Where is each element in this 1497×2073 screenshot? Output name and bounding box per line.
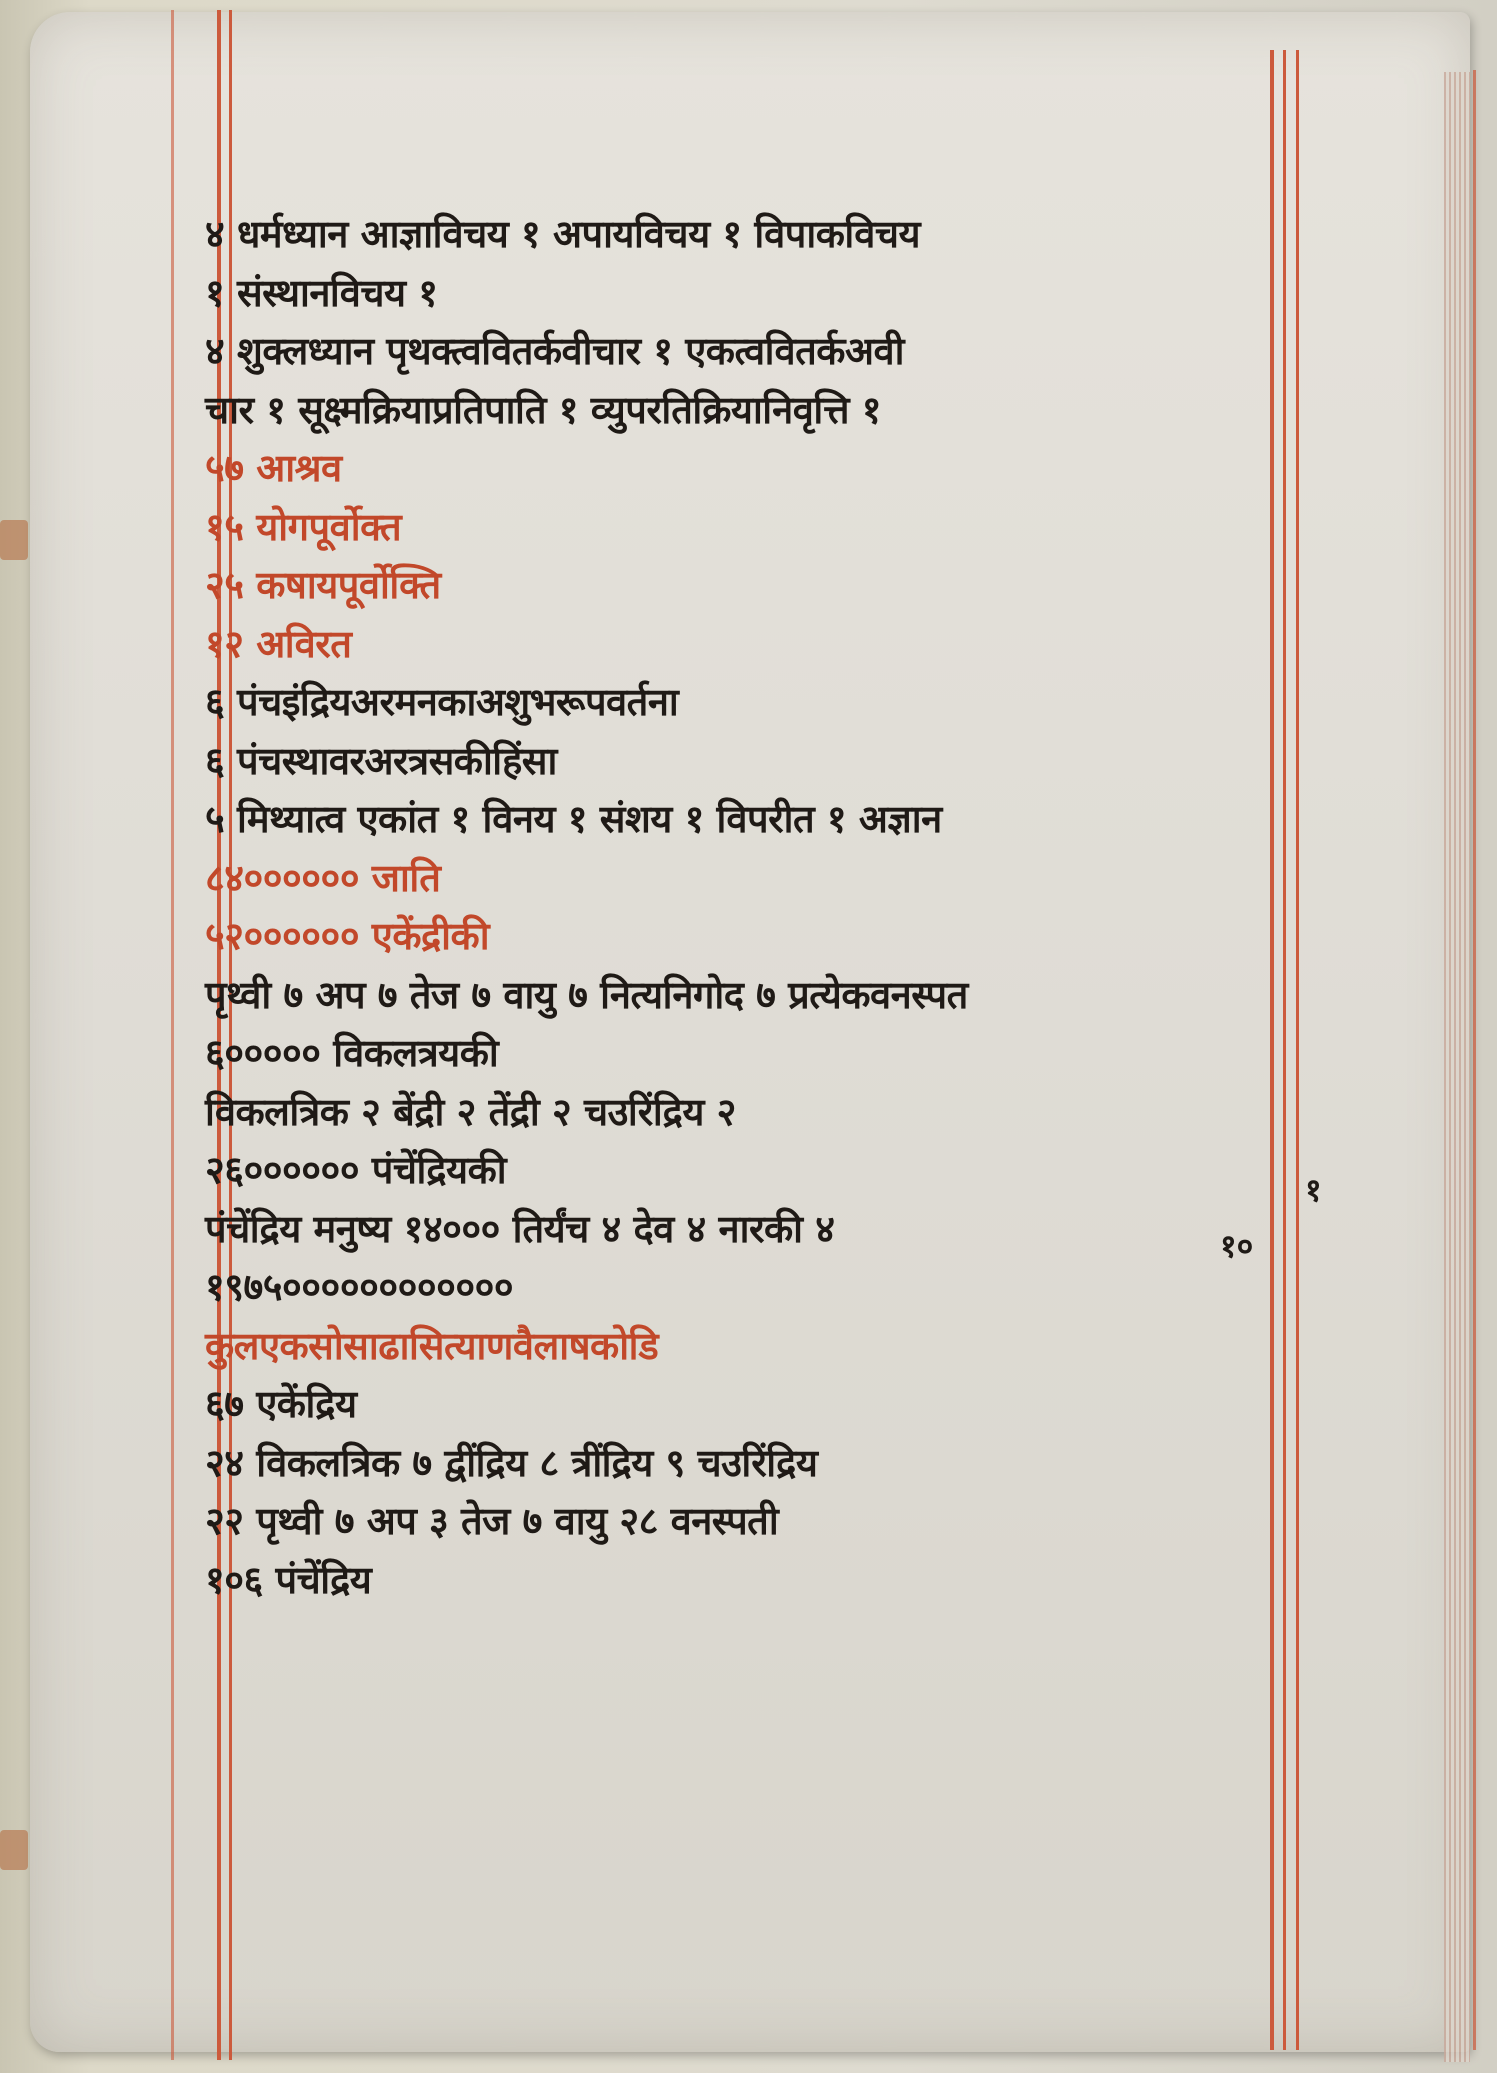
manuscript-line: ४ धर्मध्यान आज्ञाविचय १ अपायविचय १ विपाकविचय	[205, 211, 921, 256]
margin-note: १	[1305, 1171, 1322, 1209]
manuscript-line: ६ पंचइंद्रियअरमनकाअशुभरूपवर्तना	[205, 679, 679, 724]
outer-edge-rule	[1473, 70, 1476, 2050]
manuscript-line: २६०००००० पंचेंद्रियकी	[205, 1147, 507, 1192]
manuscript-line: १२ अविरत	[205, 620, 352, 666]
manuscript-text	[205, 205, 1335, 1609]
manuscript-line: १९७५००००००००००००	[205, 1264, 514, 1309]
manuscript-line: १०६ पंचेंद्रिय	[205, 1556, 372, 1602]
manuscript-line: चार १ सूक्ष्मक्रियाप्रतिपाति १ व्युपरतिक्रियानिवृत्ति १	[205, 386, 881, 432]
left-margin-rule	[171, 10, 174, 2060]
manuscript-line: कुलएकसोसाढासित्याणवैलाषकोडि	[205, 1322, 659, 1368]
manuscript-line: ८४०००००० जाति	[205, 854, 441, 900]
manuscript-line: ६ पंचस्थावरअरत्रसकीहिंसा	[205, 737, 557, 783]
manuscript-line: २४ विकलत्रिक ७ द्वींद्रिय ८ त्रींद्रिय ९ चउरिंद्रिय	[205, 1439, 818, 1485]
manuscript-line: पंचेंद्रिय मनुष्य १४००० तिर्यंच ४ देव ४ नारकी ४	[205, 1205, 835, 1251]
manuscript-line: १५ योगपूर्वोक्त	[205, 503, 402, 549]
manuscript-line: ४ शुक्लध्यान पृथक्त्ववितर्कवीचार १ एकत्ववितर्कअवी	[205, 328, 904, 373]
manuscript-line: ५ मिथ्यात्व एकांत १ विनय १ संशय १ विपरीत १ अज्ञान	[205, 796, 942, 841]
manuscript-line: पृथ्वी ७ अप ७ तेज ७ वायु ७ नित्यनिगोद ७ प्रत्येकवनस्पत	[205, 971, 968, 1017]
manuscript-line: ५२०००००० एकेंद्रीकी	[205, 913, 490, 958]
margin-note: १०	[1220, 1227, 1254, 1265]
manuscript-line: २२ पृथ्वी ७ अप ३ तेज ७ वायु २८ वनस्पती	[205, 1498, 779, 1543]
manuscript-line: विकलत्रिक २ बेंद्री २ तेंद्री २ चउरिंद्रिय २	[205, 1088, 736, 1134]
binding-thread	[0, 520, 28, 560]
manuscript-line: ५७ आश्रव	[205, 445, 342, 490]
binding-thread	[0, 1830, 28, 1870]
manuscript-line: ६००००० विकलत्रयकी	[205, 1030, 499, 1075]
manuscript-line: २५ कषायपूर्वोक्ति	[205, 562, 441, 607]
page-edge	[1444, 72, 1470, 2062]
manuscript-line: ६७ एकेंद्रिय	[205, 1381, 357, 1426]
manuscript-line: १ संस्थानविचय १	[205, 269, 438, 315]
